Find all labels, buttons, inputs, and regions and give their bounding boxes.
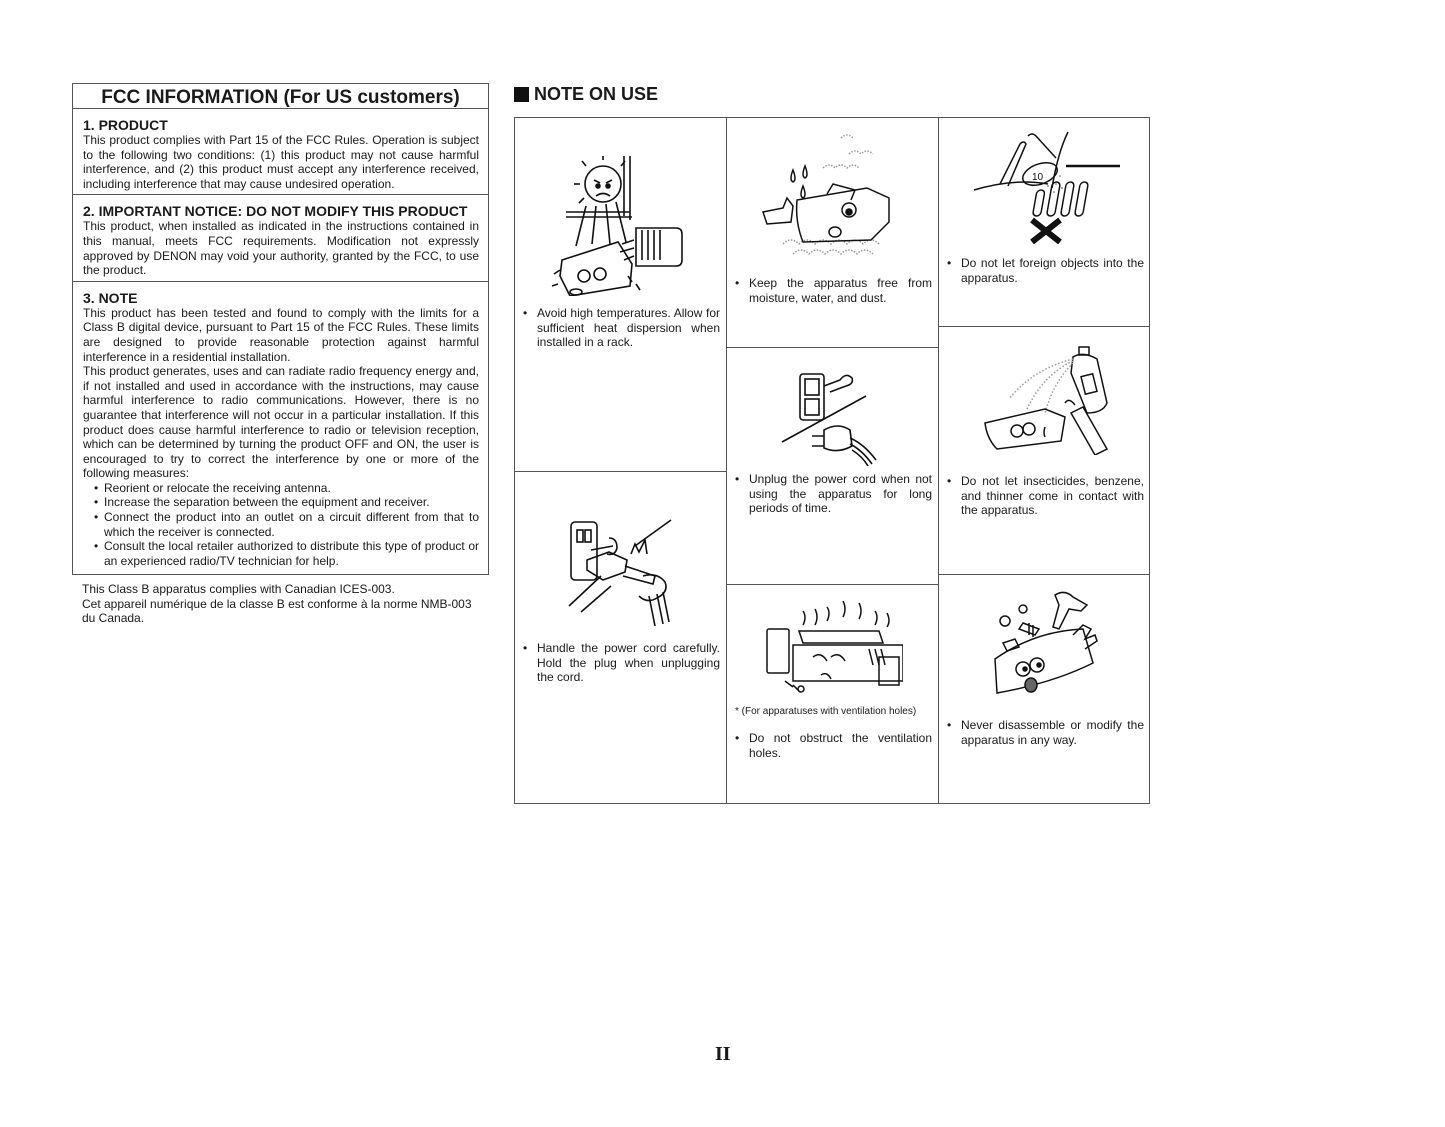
note-text: Unplug the power cord when not using the apparatus for long periods of time. (749, 472, 932, 516)
note-caption: • Never disassemble or modify the apparatus in any way. (947, 718, 1144, 747)
note-cell-chemicals (939, 327, 1150, 574)
wet-dusty-apparatus-illustration-icon (727, 130, 938, 256)
note-cell-ventilation (727, 585, 938, 803)
note-caption: • Avoid high temperatures. Allow for sufficient heat dispersion when installed in a rack. (523, 306, 720, 350)
section-heading: 2. IMPORTANT NOTICE: DO NOT MODIFY THIS PRODUCT (83, 203, 468, 220)
note-cell-unplug-long-periods (727, 348, 938, 584)
measure-item: • Consult the local retailer authorized to distribute this type of product or an experienced radio/TV technician for help. (83, 539, 479, 568)
section-paragraph: This product generates, uses and can radiate radio frequency energy and, if not installed and used in accordance with the instructions, may cause harmful interference to radio communications. However, there is no guarantee that interference will not occur in a particular installation. If this product does cause harmful interference to radio or television reception, which can be determined by turning the product OFF and ON, the user is encouraged to try to correct the interference by one or more of the following measures: (83, 364, 479, 481)
ventilation-footnote: * (For apparatuses with ventilation holes) (735, 706, 917, 717)
note-text: Do not let foreign objects into the apparatus. (961, 256, 1144, 285)
note-text: Do not let insecticides, benzene, and thinner come in contact with the apparatus. (961, 474, 1144, 518)
section-paragraph: This product, when installed as indicated in the instructions contained in this manual, meets FCC requirements. Modification not expressly approved by DENON may void your authority, granted by the FCC, to use the product. (83, 219, 479, 278)
fcc-information-box (72, 83, 489, 575)
section-paragraph: This product complies with Part 15 of the FCC Rules. Operation is subject to the following two conditions: (1) this product may not cause harmful interference, and (2) this product must accept any interference received, including interference that may cause undesired operation. (83, 133, 479, 191)
note-text: Avoid high temperatures. Allow for sufficient heat dispersion when installed in a rack. (537, 306, 720, 350)
note-caption: • Handle the power cord carefully. Hold the plug when unplugging the cord. (523, 641, 720, 685)
note-caption: • Keep the apparatus free from moisture, water, and dust. (735, 276, 932, 305)
plug-pull-illustration-icon (515, 516, 726, 636)
note-cell-high-temperatures (515, 118, 726, 471)
note-caption: • Do not obstruct the ventilation holes. (735, 731, 932, 760)
section-paragraph: This product has been tested and found to comply with the limits for a Class B digital device, pursuant to Part 15 of the FCC Rules. These limits are designed to provide reasonable protection against harmful interference in a residential installation. (83, 305, 479, 364)
foreign-objects-illustration-icon (939, 128, 1150, 244)
note-text: Handle the power cord carefully. Hold the plug when unplugging the cord. (537, 641, 720, 685)
fcc-section-product (73, 109, 488, 195)
note-text: Never disassemble or modify the apparatus in any way. (961, 718, 1144, 747)
hot-sun-heater-illustration-icon (515, 156, 726, 296)
canada-compliance-note (82, 582, 482, 626)
note-text: Keep the apparatus free from moisture, water, and dust. (749, 276, 932, 305)
canada-line-en: This Class B apparatus complies with Canadian ICES-003. (82, 582, 395, 596)
note-caption: • Do not let insecticides, benzene, and thinner come in contact with the apparatus. (947, 474, 1144, 518)
fcc-title: FCC INFORMATION (For US customers) (73, 84, 488, 109)
measure-item: • Increase the separation between the equipment and receiver. (83, 495, 479, 510)
note-on-use-grid (514, 117, 1150, 804)
disassembly-illustration-icon (939, 589, 1150, 701)
note-cell-foreign-objects (939, 118, 1150, 326)
blocked-ventilation-illustration-icon (727, 601, 938, 696)
note-cell-disassemble (939, 575, 1150, 803)
measure-item: • Reorient or relocate the receiving antenna. (83, 481, 479, 496)
fcc-section-note (73, 282, 488, 575)
note-cell-moisture-dust (727, 118, 938, 347)
black-square-icon (514, 87, 529, 102)
note-text: Do not obstruct the ventilation holes. (749, 731, 932, 760)
page-number: II (715, 1043, 731, 1065)
section-heading: 3. NOTE (83, 289, 138, 306)
canada-line-fr: Cet appareil numérique de la classe B est conforme à la norme NMB-003 du Canada. (82, 596, 472, 626)
note-cell-power-cord-handling (515, 472, 726, 803)
note-on-use-heading (514, 84, 658, 104)
spray-chemicals-illustration-icon (939, 343, 1150, 455)
fcc-section-important-notice (73, 195, 488, 281)
measures-list (83, 481, 479, 569)
svg-text:10: 10 (1031, 172, 1043, 183)
section-heading: 1. PRODUCT (83, 117, 168, 133)
note-on-use-title: NOTE ON USE (534, 84, 659, 104)
measure-item: • Connect the product into an outlet on a circuit different from that to which the receiver is connected. (83, 510, 479, 539)
note-caption: • Unplug the power cord when not using the apparatus for long periods of time. (735, 472, 932, 516)
unplugged-cord-illustration-icon (727, 366, 938, 466)
note-caption: • Do not let foreign objects into the apparatus. (947, 256, 1144, 285)
